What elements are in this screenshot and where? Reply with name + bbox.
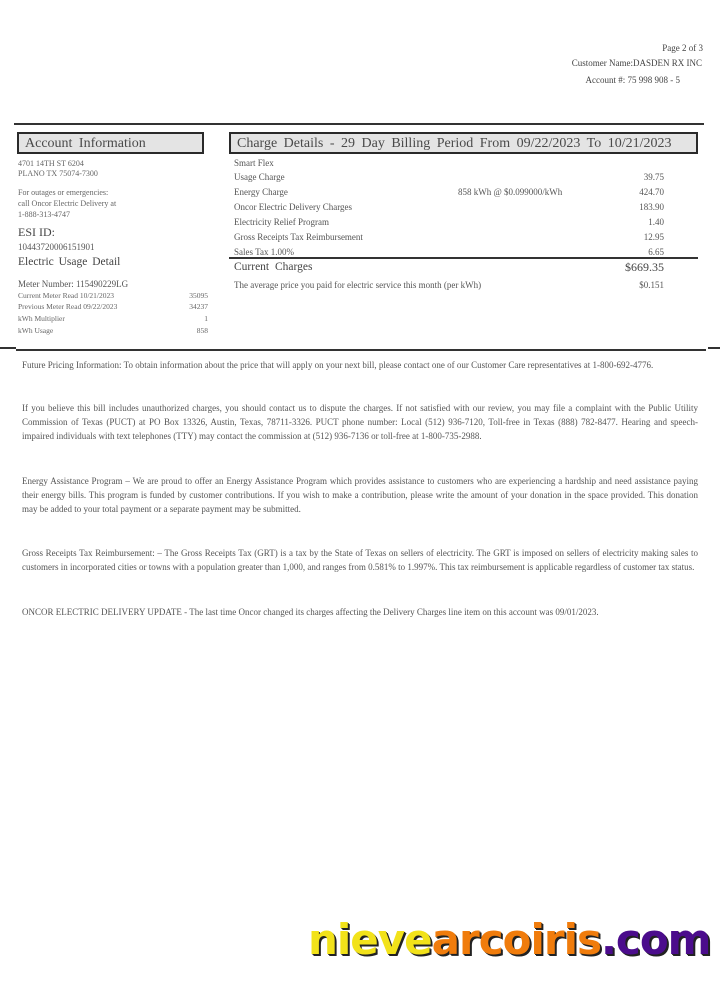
esi-value: 10443720006151901: [18, 242, 95, 252]
charge-row: [234, 187, 664, 198]
esi-label: ESI ID:: [18, 225, 55, 239]
charge-label: Energy Charge: [234, 187, 288, 197]
plan-label: Smart Flex: [234, 158, 274, 168]
notice-oncor-update: ONCOR ELECTRIC DELIVERY UPDATE - The last time Oncor changed its charges affecting the Delivery Charges line item on this account was 09/01/2023.: [22, 607, 599, 617]
watermark-logo: [308, 915, 710, 965]
current-charges-row: [234, 260, 664, 274]
charge-row: [234, 202, 664, 213]
meter-number: Meter Number: 115490229LG: [18, 279, 129, 289]
service-address-line2: PLANO TX 75074-7300: [18, 169, 98, 178]
meter-row-previous: [18, 302, 208, 312]
charge-detail: 858 kWh @ $0.099000/kWh: [458, 187, 563, 197]
charge-amount: 12.95: [643, 232, 664, 242]
meter-row-label: Current Meter Read 10/21/2023: [18, 291, 115, 300]
meter-row-label: Previous Meter Read 09/22/2023: [18, 302, 118, 311]
charge-details-title: Charge Details - 29 Day Billing Period From 09/22/2023 To 10/21/2023: [229, 132, 698, 154]
meter-row-value: 858: [196, 326, 208, 335]
charge-amount: 1.40: [648, 217, 664, 227]
current-charges-label: Current Charges: [234, 261, 313, 273]
meter-row-value: 34237: [189, 302, 208, 311]
service-address-line1: 4701 14TH ST 6204: [18, 159, 84, 168]
charge-label: Electricity Relief Program: [234, 217, 329, 227]
usage-detail-title: Electric Usage Detail: [18, 256, 121, 268]
charge-amount: 6.65: [648, 247, 664, 257]
average-price-row: [234, 280, 664, 291]
section-divider-right-tick: [708, 347, 720, 349]
section-divider: [16, 349, 706, 351]
charge-row: [234, 172, 664, 183]
account-info-title: Account Information: [17, 132, 204, 154]
outage-line1: For outages or emergencies:: [18, 188, 109, 197]
charge-amount: 39.75: [643, 172, 664, 182]
meter-row-label: kWh Multiplier: [18, 314, 65, 323]
top-divider: [14, 123, 704, 125]
notice-dispute: If you believe this bill includes unauthorized charges, you should contact us to dispute the charges. If not satisfied with our review, you may file a complaint with the Public Utility Commission of Texas (PUCT) at PO Box 13326, Austin, Texas, 78711-3326. PUCT phone number: Local (512) 936-7120, Toll-free in Texas (888) 782-8477. Hearing and speech-impaired individuals with text telephones (TTY) may contact the commission at (512) 936-7136 or toll-free at 1-800-735-2988.: [22, 403, 698, 441]
charge-label: Usage Charge: [234, 172, 285, 182]
charges-total-divider: [229, 257, 698, 259]
plan-name: [234, 158, 664, 169]
watermark-part3: .com: [600, 915, 711, 964]
watermark-part2: arcoiris: [431, 915, 601, 964]
meter-row-multiplier: [18, 314, 208, 324]
notice-gross-receipts-tax: Gross Receipts Tax Reimbursement: – The Gross Receipts Tax (GRT) is a tax by the State of Texas on sellers of electricity. The GRT is imposed on sellers of electricity making sales to customers in incorporated cities or towns with a population greater than 1,000, and ranges from 0.581% to 1.997%. This tax reimbursement is applicable regardless of customer tax status.: [22, 548, 698, 572]
charge-row: [234, 232, 664, 243]
notice-energy-assistance: Energy Assistance Program – We are proud to offer an Energy Assistance Program which provides assistance to customers who are experiencing a hardship and need assistance paying their energy bills. This program is funded by customer contributions. If you wish to make a contribution, please write the amount of your donation in the space provided. This donation may be added to your total payment or a separate payment may be submitted.: [22, 476, 698, 514]
meter-row-current: [18, 291, 208, 301]
meter-row-value: 35095: [189, 291, 208, 300]
account-number: Account #: 75 998 908 - 5: [585, 75, 680, 85]
notice-future-pricing: Future Pricing Information: To obtain information about the price that will apply on your next bill, please contact one of our Customer Care representatives at 1-800-692-4776.: [22, 360, 654, 370]
charge-label: Sales Tax 1.00%: [234, 247, 294, 257]
charge-amount: 424.70: [639, 187, 664, 197]
charge-label: Oncor Electric Delivery Charges: [234, 202, 353, 212]
outage-phone: 1-888-313-4747: [18, 210, 70, 219]
outage-line2: call Oncor Electric Delivery at: [18, 199, 117, 208]
charge-amount: 183.90: [639, 202, 664, 212]
meter-row-value: 1: [204, 314, 208, 323]
watermark-part1: nieve: [308, 915, 432, 964]
average-price-value: $0.151: [639, 280, 664, 290]
meter-row-label: kWh Usage: [18, 326, 54, 335]
charge-row: [234, 217, 664, 228]
customer-name: Customer Name:DASDEN RX INC: [571, 58, 702, 68]
current-charges-value: $669.35: [625, 260, 664, 274]
charge-label: Gross Receipts Tax Reimbursement: [234, 232, 363, 242]
section-divider-left-tick: [0, 347, 16, 349]
average-price-label: The average price you paid for electric service this month (per kWh): [234, 280, 482, 290]
meter-row-usage: [18, 326, 208, 336]
page-number: Page 2 of 3: [662, 43, 703, 53]
